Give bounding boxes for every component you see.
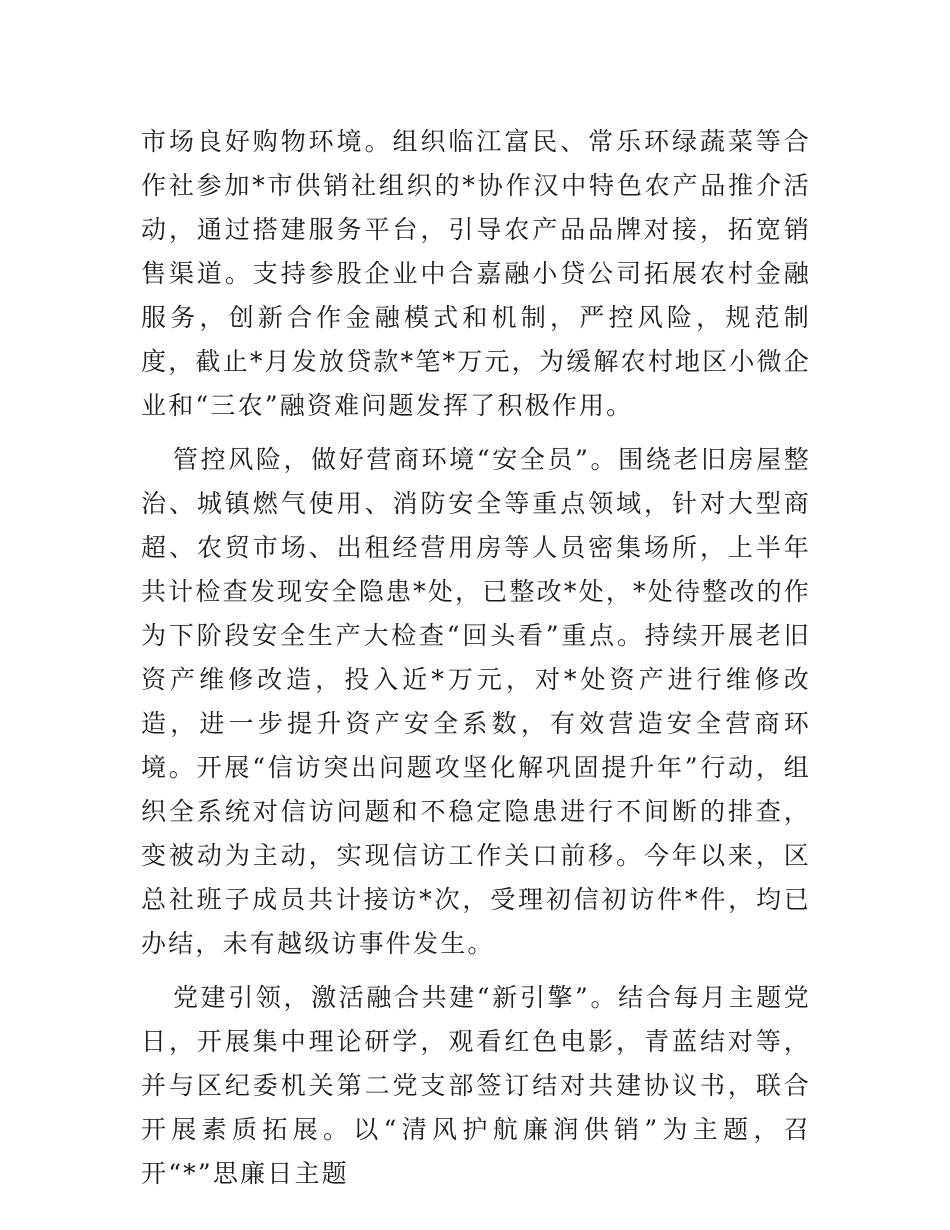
paragraph-market-finance: 市场良好购物环境。组织临江富民、常乐环绿蔬菜等合作社参加*市供销社组织的*协作汉中特色农产品推介活动，通过搭建服务平台，引导农产品品牌对接，拓宽销售渠道。支持参股企业中合嘉融小贷公司拓展农村金融服务，创新合作金融模式和机制，严控风险，规范制度，截止*月发放贷款*笔*万元，为缓解农村地区小微企业和“三农”融资难问题发挥了积极作用。: [141, 127, 811, 420]
paragraph-risk-control: 管控风险，做好营商环境“安全员”。围绕老旧房屋整治、城镇燃气使用、消防安全等重点领域，针对大型商超、农贸市场、出租经营用房等人员密集场所，上半年共计检查发现安全隐患*处，已整改*处，*处待整改的作为下阶段安全生产大检查“回头看”重点。持续开展老旧资产维修改造，投入近*万元，对*处资产进行维修改造，进一步提升资产安全系数，有效营造安全营商环境。开展“信访突出问题攻坚化解巩固提升年”行动，组织全系统对信访问题和不稳定隐患进行不间断的排查，变被动为主动，实现信访工作关口前移。今年以来，区总社班子成员共计接访*次，受理初信初访件*件，均已办结，未有越级访事件发生。: [141, 445, 811, 958]
document-body: [141, 120, 811, 1206]
paragraph-party-building: 党建引领，激活融合共建“新引擎”。结合每月主题党日，开展集中理论研学，观看红色电影，青蓝结对等，并与区纪委机关第二党支部签订结对共建协议书，联合开展素质拓展。以“清风护航廉润供销”为主题，召开“*”思廉日主题: [141, 983, 811, 1188]
